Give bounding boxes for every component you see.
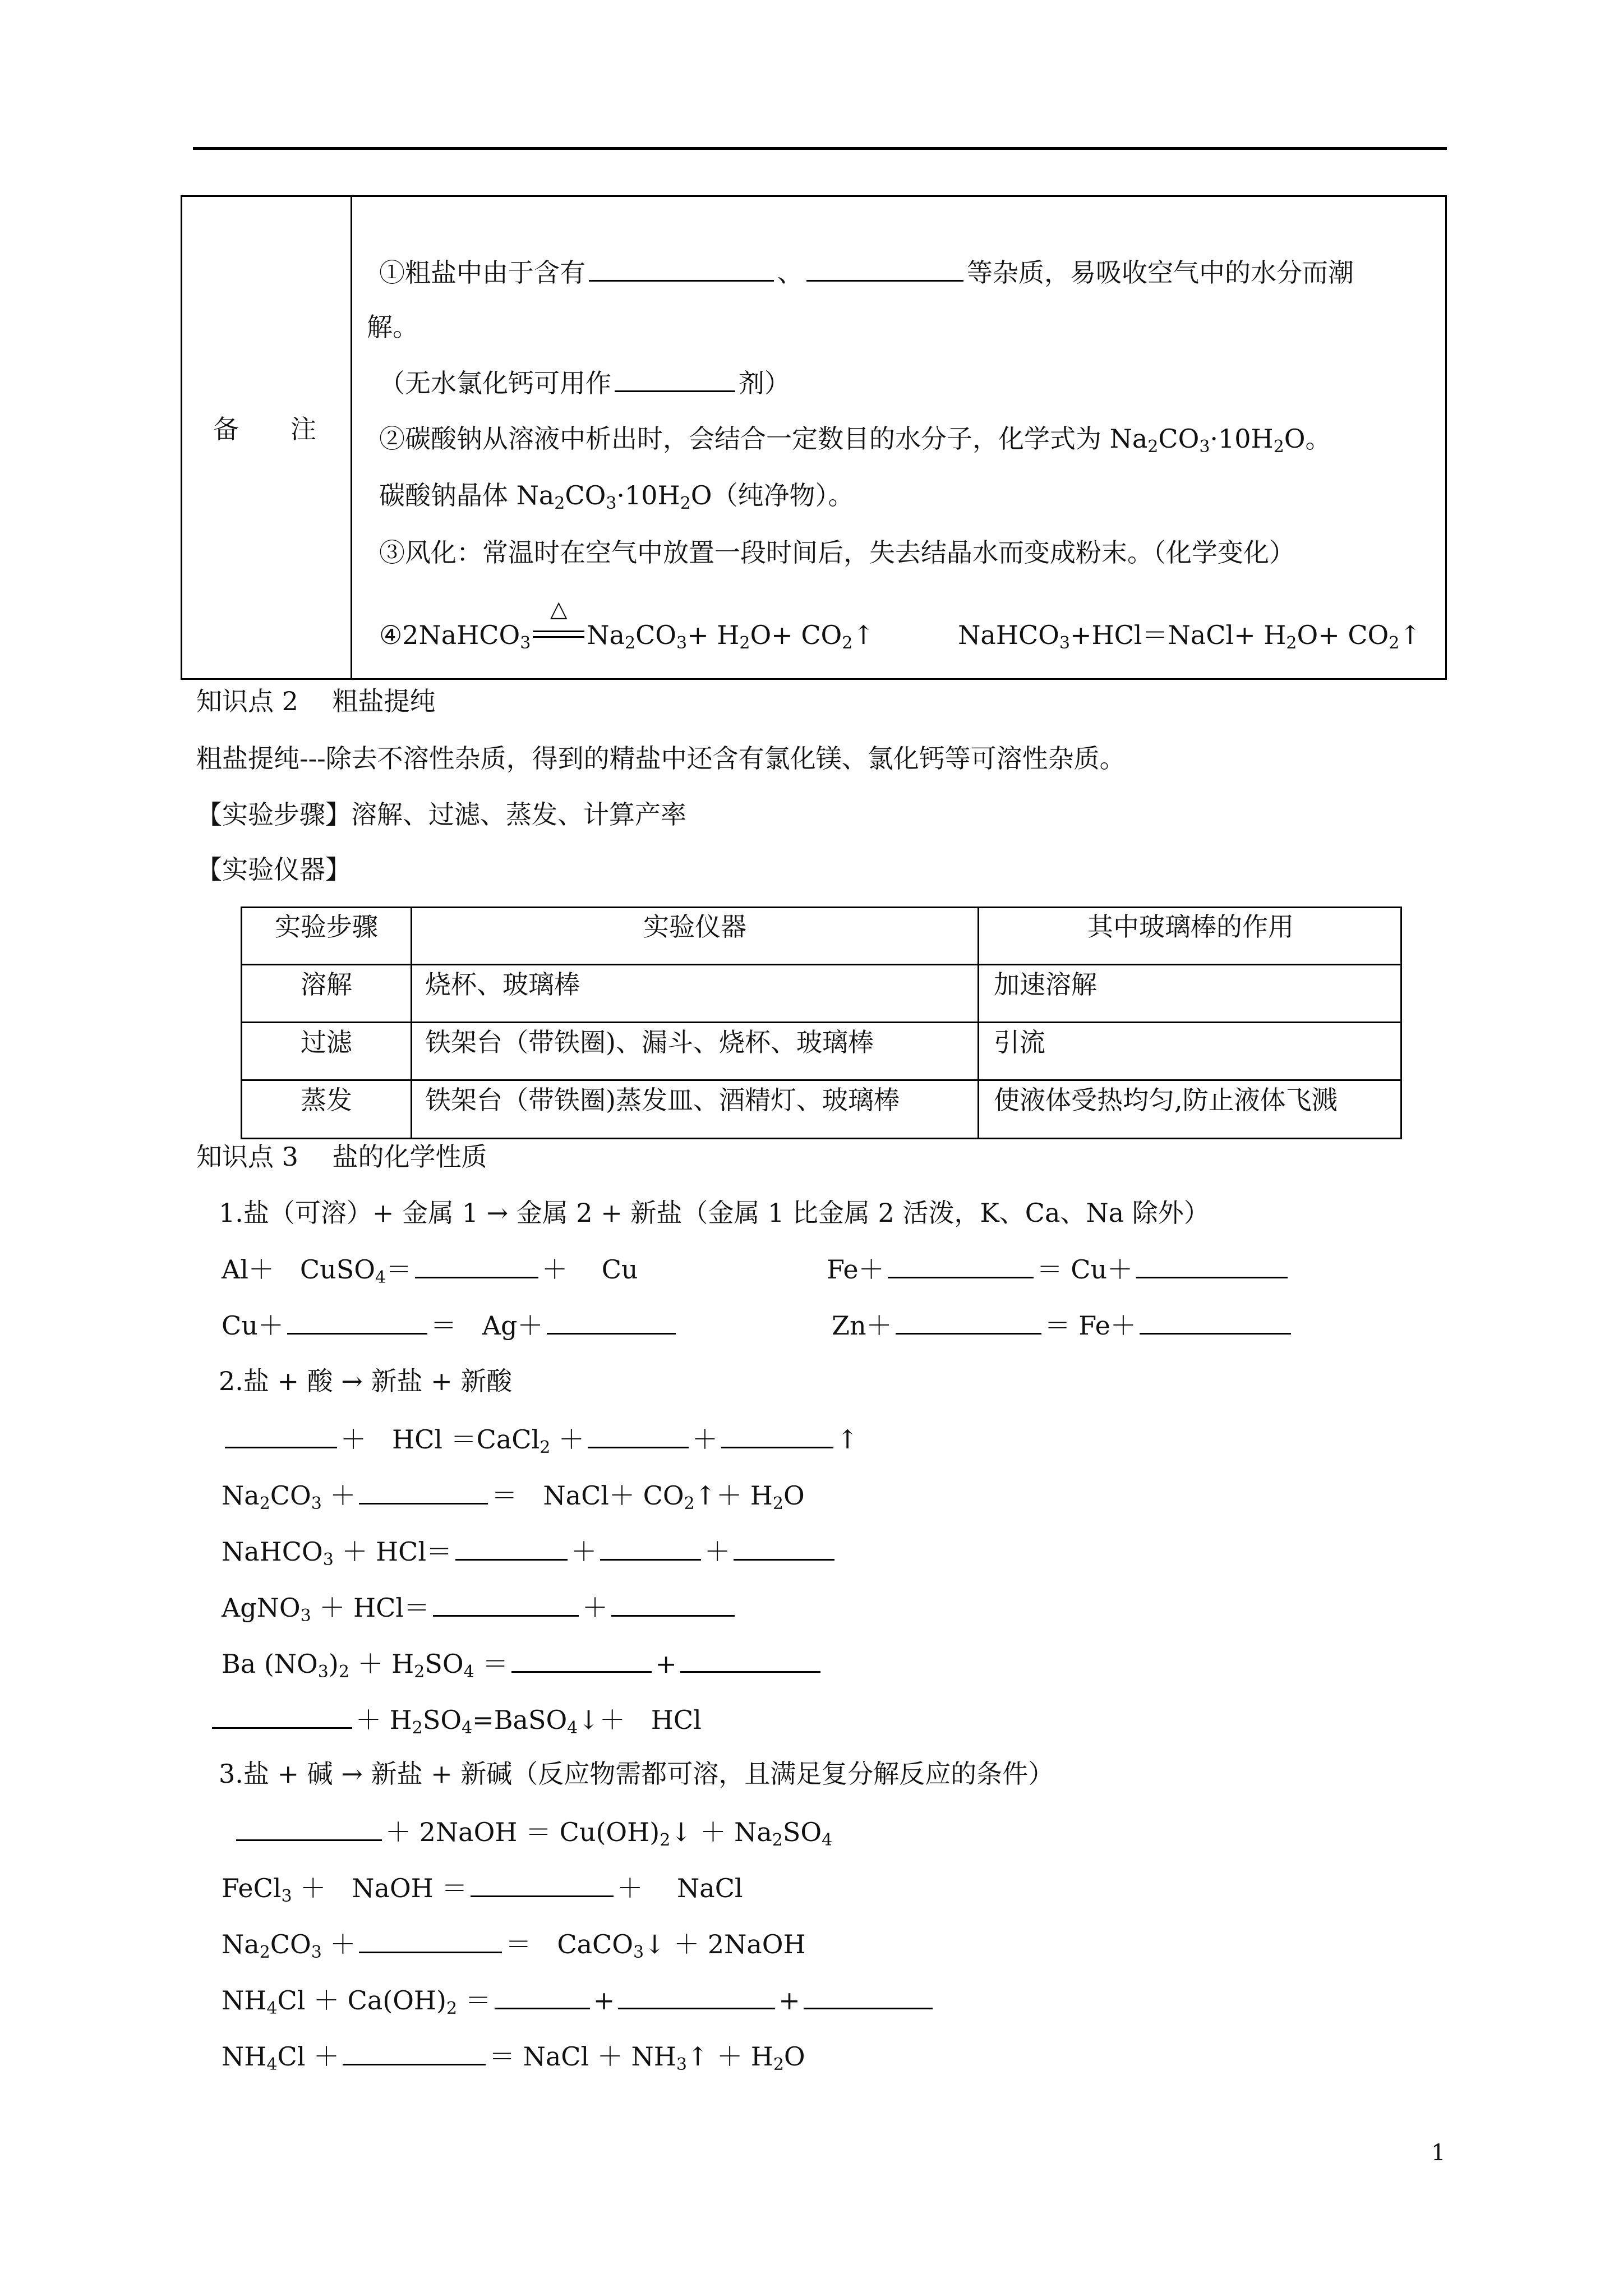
table-row-1-rod-use: 加速溶解: [994, 969, 1097, 1000]
table-row-2-rod-use: 引流: [994, 1027, 1045, 1057]
r2-line2: $Na_2CO_3$ ＋ ＝ NaCl＋ $CO_2↑+ H_2O$: [222, 1478, 805, 1512]
table-row-1-step: 溶解: [301, 969, 352, 1000]
r2-title: 2.盐 + 酸 → 新盐 + 新酸: [219, 1366, 513, 1396]
kp2-desc: 粗盐提纯---除去不溶性杂质，得到的精盐中还含有氯化镁、氯化钙等可溶性杂质。: [196, 743, 1126, 774]
r2-line4: AgNO$_3$ ＋ HCl＝ ＋: [222, 1590, 738, 1625]
table-row-divider-3: [241, 1079, 1402, 1081]
table-row-3-rod-use: 使液体受热均匀,防止液体飞溅: [994, 1085, 1338, 1115]
note-3: ③风化：常温时在空气中放置一段时间后，失去结晶水而变成粉末。（化学变化）: [379, 537, 1295, 568]
r2-line3: NaHCO$_3$ ＋ HCl＝ ＋ ＋: [222, 1534, 838, 1568]
r3-line3: $Na_2CO_3$ ＋ ＝ CaCO$_3$↓ ＋ 2NaOH: [222, 1927, 806, 1961]
r1-line1-left: Al＋ CuSO$_4$＝ ＋ Cu: [222, 1252, 638, 1286]
kp3-title: 知识点 3 盐的化学性质: [196, 1142, 487, 1172]
r3-line4: $NH_4Cl + Ca(OH)_2$ ＝ + +: [222, 1983, 936, 2017]
r3-line1: ＋ 2NaOH ＝ $Cu(OH)_2↓ + Na_2SO_4$: [233, 1815, 832, 1849]
table-header-step: 实验步骤: [275, 912, 378, 942]
r2-line1: ＋ HCl ＝CaCl$_2$ ＋ ＋ ↑: [222, 1422, 858, 1456]
note-1-desiccant: （无水氯化钙可用作 剂）: [379, 366, 790, 400]
notes-label: 备 注: [213, 414, 316, 444]
note-1-cont: 解。: [367, 312, 418, 342]
header-rule: [193, 147, 1447, 150]
note-2-cont: 碳酸钠晶体 $Na_2CO_3\cdot 10H_2O$（纯净物）。: [379, 480, 854, 513]
kp2-title: 知识点 2 粗盐提纯: [196, 686, 436, 716]
table-row-3-step: 蒸发: [301, 1085, 352, 1115]
note-4: ④2NaHCO$_3$ △ $Na_2CO_3+ H_2O+$ $CO_2↑$ NaHCO$_3$+HCl＝NaCl+ $H_2O+$ $CO_2↑$: [379, 618, 1421, 652]
r3-line5: $NH_4Cl$ ＋ ＝ NaCl ＋ $NH_3↑ + H_2O$: [222, 2039, 805, 2073]
note-1: ①粗盐中由于含有 、 等杂质，易吸收空气中的水分而潮: [379, 255, 1354, 289]
r1-title: 1.盐（可溶）+ 金属 1 → 金属 2 + 新盐（金属 1 比金属 2 活泼，K、Ca、Na 除外）: [219, 1198, 1210, 1228]
table-row-2-apparatus: 铁架台（带铁圈)、漏斗、烧杯、玻璃棒: [425, 1027, 874, 1057]
table-header-apparatus: 实验仪器: [643, 912, 746, 942]
r3-line2: FeCl$_3$ ＋ NaOH ＝ ＋ NaCl: [222, 1871, 743, 1905]
table-row-divider-2: [241, 1022, 1402, 1023]
notes-table-divider: [351, 195, 352, 680]
note-2: ②碳酸钠从溶液中析出时，会结合一定数目的水分子，化学式为 $Na_2CO_3\cdot 10H_2O$。: [379, 424, 1331, 457]
r2-line6: ＋ $H_2SO_4=BaSO_4↓+$ HCl: [209, 1703, 702, 1737]
table-row-1-apparatus: 烧杯、玻璃棒: [425, 969, 580, 1000]
r2-line5: Ba $(NO_3)_2 + H_2SO_4$ ＝ +: [222, 1646, 824, 1681]
page-number: 1: [1431, 2140, 1446, 2166]
r1-line1-right: Fe＋ ＝ Cu＋: [827, 1252, 1291, 1286]
table-row-divider-1: [241, 964, 1402, 965]
r1-line2-right: Zn＋ ＝ Fe＋: [832, 1308, 1294, 1342]
table-row-2-step: 过滤: [301, 1027, 352, 1057]
table-header-rod-use: 其中玻璃棒的作用: [1087, 912, 1294, 942]
r1-line2-left: Cu＋ ＝ Ag＋: [222, 1308, 679, 1342]
kp2-steps: 【实验步骤】溶解、过滤、蒸发、计算产率: [196, 799, 686, 830]
table-row-3-apparatus: 铁架台（带铁圈)蒸发皿、酒精灯、玻璃棒: [425, 1085, 900, 1115]
delta-symbol: △: [550, 596, 568, 622]
kp2-apparatus-heading: 【实验仪器】: [196, 854, 351, 885]
r3-title: 3.盐 + 碱 → 新盐 + 新碱（反应物需都可溶，且满足复分解反应的条件）: [219, 1759, 1054, 1789]
